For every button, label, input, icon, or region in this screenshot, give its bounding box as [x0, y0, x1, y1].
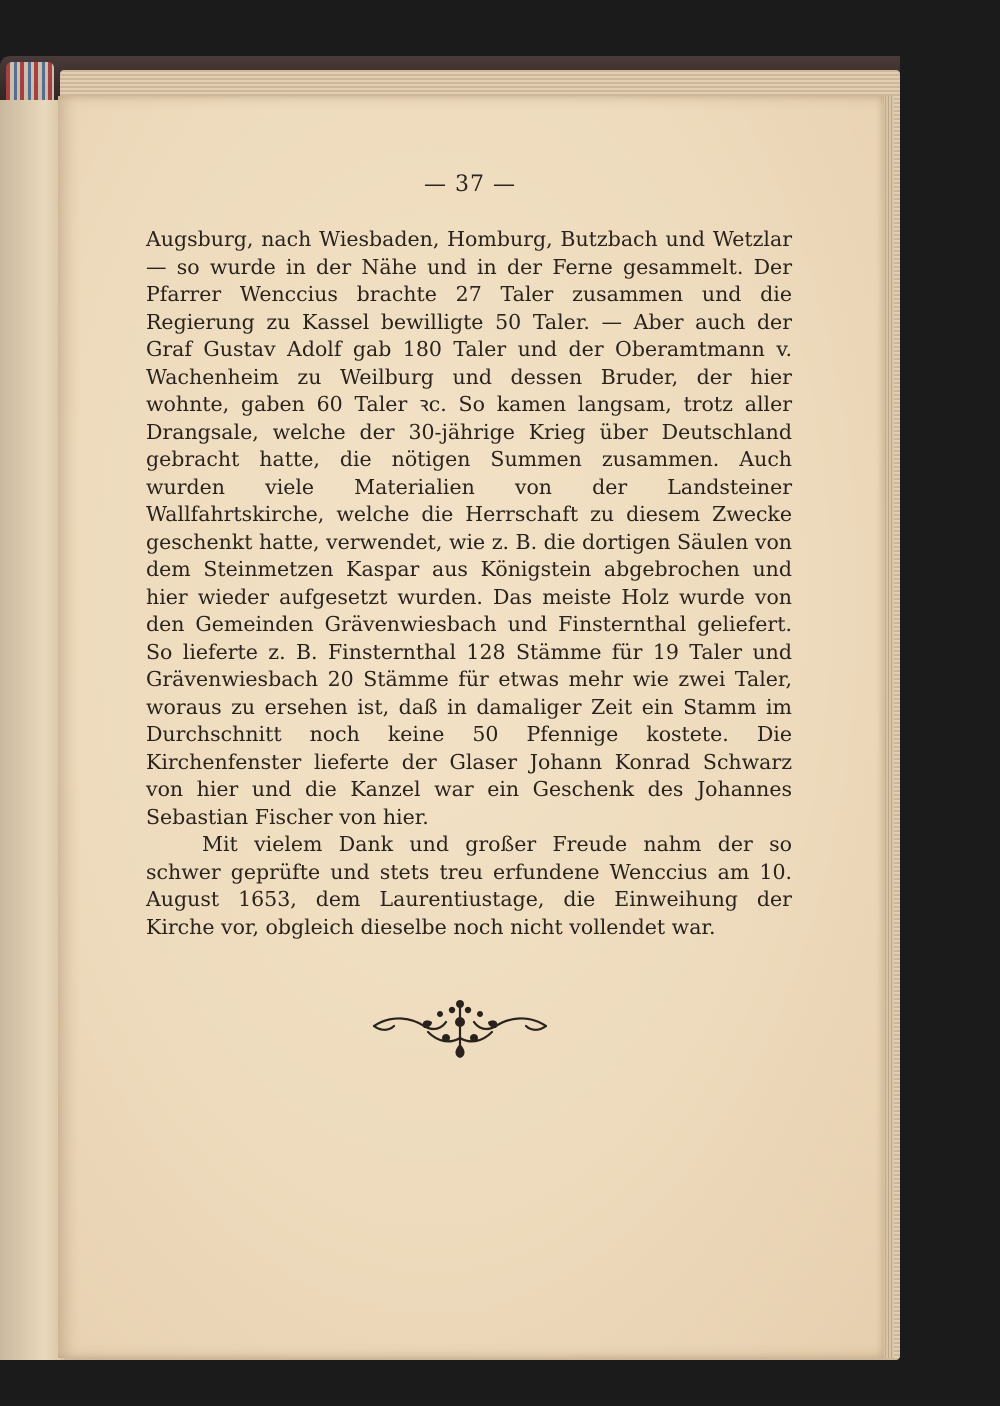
paragraph-1: Augsburg, nach Wiesbaden, Homburg, Butzbach und Wetzlar — so wurde in der Nähe und in der Ferne gesammelt. Der Pfarrer Wenccius brachte 27 Taler zusammen und die Regierung zu Kassel bewilligte 50 Taler. — Aber auch der Graf Gustav Adolf gab 180 Taler und der Oberamtmann v. Wachenheim zu Weilburg und dessen Bruder, der hier wohnte, gaben 60 Taler ꝛc. So kamen langsam, trotz aller Drangsale, welche der 30-jährige Krieg über Deutschland gebracht hatte, die nötigen Summen zusammen. Auch wurden viele Materialien von der Landsteiner Wallfahrtskirche, welche die Herrschaft zu diesem Zwecke geschenkt hatte, verwendet, wie z. B. die dortigen Säulen von dem Steinmetzen Kaspar aus Königstein abgebrochen und hier wieder aufgesetzt wurden. Das meiste Holz wurde von den Gemeinden Grävenwiesbach und Finsternthal geliefert. So lieferte z. B. Finsternthal 128 Stämme für 19 Taler und Grävenwiesbach 20 Stämme für etwas mehr wie zwei Taler, woraus zu ersehen ist, daß in damaliger Zeit ein Stamm im Durchschnitt noch keine 50 Pfennige kostete. Die Kirchenfenster lieferte der Glaser Johann Konrad Schwarz von hier und die Kanzel war ein Geschenk des Johannes Sebastian Fischer von hier. — [146, 227, 793, 829]
left-page-edge — [0, 100, 64, 1360]
paragraph-2: Mit vielem Dank und großer Freude nahm der so schwer geprüfte und stets treu erfundene Wenccius am 10. August 1653, dem Laurentiustage, die Einweihung der Kirche vor, obgleich dieselbe noch nicht vollendet war. — [146, 832, 792, 939]
page-number: — 37 — — [424, 172, 516, 197]
floral-ornament-icon — [368, 992, 552, 1060]
body-text — [146, 226, 792, 941]
